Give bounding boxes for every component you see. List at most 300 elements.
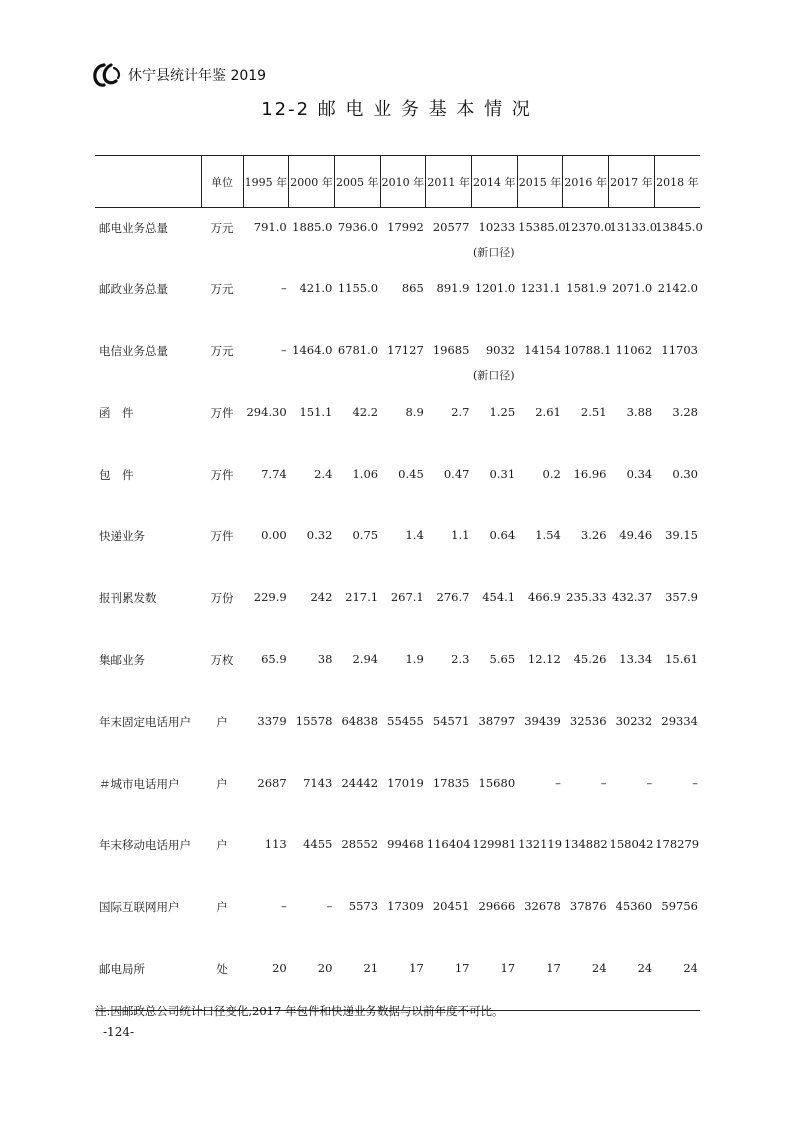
cell-value: 466.9 — [527, 590, 561, 605]
data-cell — [517, 887, 563, 949]
header-cell-year: 2017 年 — [609, 156, 655, 208]
row-label: ＃城市电话用户 — [99, 776, 180, 791]
data-cell — [289, 764, 335, 826]
data-cell — [654, 825, 700, 887]
cell-value: 12370.0 — [563, 220, 612, 234]
cell-value: 2.61 — [535, 404, 561, 419]
data-cell — [654, 331, 700, 393]
cell-value: 16.96 — [573, 466, 607, 481]
cell-value: 17309 — [387, 899, 424, 914]
cell-value: 0.32 — [306, 528, 333, 543]
cell-value: 134882 — [563, 837, 608, 852]
cell-value: 421.0 — [299, 281, 333, 296]
cell-value: 15680 — [478, 775, 516, 790]
cell-value: – — [646, 775, 653, 790]
table-row — [95, 269, 700, 331]
cell-value: 1.06 — [352, 466, 379, 481]
cell-value: 20 — [317, 961, 333, 976]
cell-value: 294.30 — [246, 404, 287, 419]
cell-value: 65.9 — [261, 652, 287, 667]
data-cell — [289, 702, 335, 764]
cell-value: 0.47 — [443, 466, 470, 481]
data-cell — [471, 208, 517, 270]
header-cell-year: 2016 年 — [563, 156, 609, 208]
data-cell — [471, 640, 517, 702]
data-cell — [609, 516, 655, 578]
data-cell — [563, 578, 609, 640]
cell-value: 19685 — [432, 343, 470, 358]
cell-value: 24 — [591, 961, 607, 976]
row-unit: 万元 — [210, 282, 234, 297]
data-cell — [654, 887, 700, 949]
cell-value: 229.9 — [253, 590, 287, 605]
data-cell — [517, 825, 563, 887]
table-row — [95, 455, 700, 517]
data-cell — [334, 702, 380, 764]
cell-value: 21 — [363, 961, 379, 976]
cell-value: 99468 — [387, 837, 424, 852]
cell-value: 178279 — [655, 837, 700, 852]
cell-value: 32678 — [524, 899, 561, 914]
cell-value: 32536 — [569, 713, 607, 728]
cell-value: – — [280, 281, 287, 296]
data-cell — [517, 764, 563, 826]
yearbook-logo-icon — [92, 62, 122, 88]
data-cell — [426, 702, 472, 764]
data-cell — [380, 825, 426, 887]
cell-value: 0.31 — [489, 466, 516, 481]
data-cell — [517, 269, 563, 331]
data-cell — [563, 208, 612, 270]
row-unit: 户 — [216, 714, 228, 729]
cell-value: 8.9 — [405, 404, 424, 419]
data-cell — [609, 578, 655, 640]
cell-value: 2.3 — [451, 652, 470, 667]
cell-value: 24 — [683, 961, 698, 976]
data-cell — [380, 208, 426, 270]
cell-value: 64838 — [341, 713, 379, 728]
header-cell-unit: 单位 — [201, 156, 243, 208]
data-cell — [654, 949, 700, 1011]
postal-telecom-table — [95, 155, 703, 1011]
row-label: 年末移动电话用户 — [99, 838, 191, 853]
data-cell — [380, 702, 426, 764]
cell-value: 20451 — [432, 899, 470, 914]
cell-value: 357.9 — [665, 590, 698, 605]
cell-value: 1.9 — [405, 652, 424, 667]
data-cell — [243, 764, 289, 826]
cell-value: 865 — [401, 281, 424, 296]
cell-value: 5.65 — [489, 652, 516, 667]
data-cell — [243, 208, 289, 270]
row-unit: 万枚 — [210, 653, 234, 668]
row-label: 邮电局所 — [95, 949, 201, 1011]
cell-value: 0.34 — [626, 466, 653, 481]
data-cell — [517, 702, 563, 764]
data-cell — [380, 640, 426, 702]
row-unit: 万件 — [210, 529, 234, 544]
data-cell — [289, 393, 335, 455]
cell-value: 2.7 — [451, 404, 470, 419]
cell-value: 3.88 — [626, 404, 653, 419]
cell-value: 217.1 — [345, 590, 379, 605]
cell-value: 17019 — [387, 775, 424, 790]
row-unit: 万份 — [210, 591, 234, 606]
data-cell — [471, 516, 517, 578]
cell-value: 1155.0 — [337, 281, 379, 296]
row-unit: 万件 — [210, 467, 234, 482]
data-cell — [563, 825, 609, 887]
data-cell — [426, 208, 472, 270]
data-cell — [243, 393, 289, 455]
cell-value: 17 — [454, 961, 470, 976]
data-cell — [609, 455, 655, 517]
row-unit: 户 — [216, 838, 228, 853]
data-cell — [471, 578, 517, 640]
cell-value: 151.1 — [299, 404, 333, 419]
cell-value: 15578 — [295, 713, 333, 728]
data-cell — [517, 208, 566, 270]
data-cell — [654, 702, 700, 764]
data-cell — [243, 269, 289, 331]
data-cell — [654, 269, 700, 331]
data-cell — [426, 949, 472, 1011]
cell-value: 2.51 — [580, 404, 607, 419]
data-cell — [289, 331, 335, 393]
data-cell — [380, 269, 426, 331]
cell-value: – — [280, 899, 287, 914]
row-label: 包 件 — [99, 467, 134, 482]
data-cell — [289, 887, 335, 949]
cell-value: 1.54 — [535, 528, 561, 543]
data-cell — [563, 949, 609, 1011]
data-cell — [380, 455, 426, 517]
page-number: -124- — [103, 1025, 135, 1039]
data-cell — [426, 578, 472, 640]
data-cell — [243, 331, 289, 393]
data-cell — [289, 949, 335, 1011]
cell-value: 7143 — [303, 775, 333, 790]
table-header-row — [95, 156, 700, 208]
cell-value: 2142.0 — [657, 281, 698, 296]
data-cell — [609, 887, 655, 949]
data-cell — [426, 331, 472, 393]
cell-value: 29334 — [661, 713, 698, 728]
header-cell-year: 2015 年 — [517, 156, 563, 208]
data-cell — [654, 208, 703, 270]
data-cell — [517, 455, 563, 517]
cell-value: 5573 — [348, 899, 379, 914]
header-cell-year: 2011 年 — [426, 156, 472, 208]
cell-value: 158042 — [609, 837, 654, 852]
row-unit: 万件 — [210, 405, 234, 420]
cell-value: 10233 — [478, 220, 516, 234]
cell-value: 891.9 — [436, 281, 470, 296]
data-cell — [380, 887, 426, 949]
cell-value: 13.34 — [619, 652, 653, 667]
data-cell — [380, 764, 426, 826]
cell-value: 11062 — [615, 343, 653, 358]
data-cell — [654, 455, 700, 517]
data-cell — [471, 764, 517, 826]
data-cell — [609, 825, 655, 887]
data-cell — [563, 702, 609, 764]
cell-value: – — [555, 775, 561, 790]
cell-value: – — [600, 775, 607, 790]
cell-value: 0.64 — [489, 528, 516, 543]
data-cell — [289, 640, 335, 702]
cell-value: 1231.1 — [520, 281, 561, 296]
data-cell — [471, 393, 517, 455]
data-cell — [334, 516, 380, 578]
data-cell — [334, 331, 380, 393]
data-cell — [243, 640, 289, 702]
data-cell — [563, 516, 609, 578]
cell-value: 6781.0 — [337, 343, 379, 358]
data-cell — [426, 516, 472, 578]
data-cell — [471, 331, 517, 393]
data-cell — [609, 949, 655, 1011]
row-label: 邮政业务总量 — [99, 282, 168, 297]
data-cell — [243, 702, 289, 764]
data-cell — [471, 702, 517, 764]
data-cell — [334, 208, 380, 270]
header-cell-item — [95, 156, 201, 208]
table-row — [95, 331, 700, 393]
cell-value: 7.74 — [261, 466, 287, 481]
cell-value: – — [692, 775, 698, 790]
cell-value: 15385.0 — [518, 220, 566, 234]
data-cell — [471, 887, 517, 949]
data-cell — [654, 764, 700, 826]
cell-value: 0.2 — [542, 466, 561, 481]
new-caliber-note: (新口径) — [473, 246, 515, 259]
data-cell — [609, 208, 658, 270]
cell-value: 15.61 — [665, 652, 698, 667]
data-cell — [334, 764, 380, 826]
data-cell — [654, 516, 700, 578]
row-label: 快递业务 — [99, 529, 145, 544]
cell-value: – — [326, 899, 333, 914]
cell-value: 59756 — [661, 899, 698, 914]
row-unit: 户 — [216, 900, 228, 915]
data-cell — [609, 764, 655, 826]
cell-value: 132119 — [518, 837, 563, 852]
cell-value: 39.15 — [665, 528, 698, 543]
cell-value: 24 — [637, 961, 653, 976]
data-cell — [334, 949, 380, 1011]
cell-value: 24442 — [341, 775, 379, 790]
cell-value: 17835 — [432, 775, 470, 790]
cell-value: 37876 — [569, 899, 607, 914]
cell-value: 13133.0 — [609, 220, 658, 234]
data-cell — [563, 269, 609, 331]
cell-value: 12.12 — [527, 652, 561, 667]
data-cell — [380, 393, 426, 455]
header-cell-year: 2010 年 — [380, 156, 426, 208]
data-cell — [471, 949, 517, 1011]
data-cell — [471, 269, 517, 331]
cell-value: 38 — [317, 652, 333, 667]
cell-value: 38797 — [478, 713, 516, 728]
data-cell — [380, 516, 426, 578]
data-cell — [289, 516, 335, 578]
cell-value: 17 — [409, 961, 424, 976]
cell-value: 0.00 — [261, 528, 287, 543]
cell-value: 276.7 — [436, 590, 470, 605]
header-cell-year: 1995 年 — [243, 156, 289, 208]
cell-value: 17127 — [387, 343, 424, 358]
header-cell-year: 2018 年 — [654, 156, 700, 208]
data-cell — [289, 578, 335, 640]
data-cell — [563, 455, 609, 517]
cell-value: 432.37 — [611, 590, 653, 605]
cell-value: 55455 — [387, 713, 424, 728]
data-cell — [517, 578, 563, 640]
cell-value: 54571 — [432, 713, 470, 728]
data-cell — [380, 331, 426, 393]
cell-value: 2687 — [257, 775, 287, 790]
cell-value: 1201.0 — [474, 281, 516, 296]
cell-value: 0.75 — [352, 528, 379, 543]
cell-value: 235.33 — [566, 590, 607, 605]
cell-value: 14154 — [524, 343, 561, 358]
table-row — [95, 949, 700, 1011]
cell-value: 45360 — [615, 899, 653, 914]
data-cell — [243, 455, 289, 517]
data-cell — [563, 393, 609, 455]
cell-value: 11703 — [661, 343, 698, 358]
row-unit: 万元 — [210, 221, 234, 235]
cell-value: 113 — [264, 837, 287, 852]
cell-value: 20577 — [432, 220, 470, 234]
data-cell — [426, 455, 472, 517]
row-unit: 处 — [201, 949, 243, 1011]
row-unit: 万元 — [210, 344, 234, 359]
cell-value: 116404 — [426, 837, 471, 852]
cell-value: 17 — [546, 961, 561, 976]
cell-value: 4455 — [303, 837, 333, 852]
cell-value: 3379 — [257, 713, 287, 728]
cell-value: 1.25 — [489, 404, 516, 419]
data-cell — [243, 516, 289, 578]
cell-value: 791.0 — [253, 220, 287, 234]
row-label: 国际互联网用户 — [99, 900, 180, 915]
cell-value: 10788.1 — [563, 343, 612, 358]
cell-value: 242 — [310, 590, 333, 605]
new-caliber-note: (新口径) — [473, 369, 515, 383]
cell-value: 129981 — [472, 837, 517, 852]
data-cell — [563, 887, 609, 949]
cell-value: 45.26 — [573, 652, 607, 667]
cell-value: 17 — [500, 961, 516, 976]
data-cell — [289, 208, 335, 270]
page-title: 12-2 邮 电 业 务 基 本 情 况 — [261, 99, 532, 120]
cell-value: 28552 — [341, 837, 379, 852]
data-cell — [517, 331, 563, 393]
table-row — [95, 887, 700, 949]
data-cell — [289, 455, 335, 517]
data-cell — [563, 764, 609, 826]
data-cell — [517, 949, 563, 1011]
cell-value: 2.94 — [352, 652, 379, 667]
data-cell — [380, 578, 426, 640]
data-cell — [517, 640, 563, 702]
data-cell — [609, 393, 655, 455]
cell-value: 2.4 — [314, 466, 333, 481]
data-cell — [654, 640, 700, 702]
data-cell — [654, 393, 700, 455]
data-cell — [426, 269, 472, 331]
row-label: 集邮业务 — [99, 653, 145, 668]
data-cell — [426, 640, 472, 702]
data-cell — [289, 269, 335, 331]
data-cell — [289, 825, 335, 887]
table-row — [95, 208, 700, 270]
cell-value: 1581.9 — [566, 281, 607, 296]
row-label: 电信业务总量 — [99, 344, 168, 359]
cell-value: 1.1 — [451, 528, 470, 543]
data-cell — [609, 702, 655, 764]
cell-value: 30232 — [615, 713, 653, 728]
data-cell — [334, 455, 380, 517]
cell-value: 39439 — [524, 713, 561, 728]
cell-value: 9032 — [485, 343, 516, 358]
data-cell — [609, 331, 655, 393]
table-row — [95, 516, 700, 578]
cell-value: 7936.0 — [337, 220, 379, 234]
table-row — [95, 578, 700, 640]
row-label: 报刊累发数 — [99, 591, 157, 606]
table-row — [95, 393, 700, 455]
data-cell — [426, 393, 472, 455]
data-cell — [243, 887, 289, 949]
cell-value: 0.45 — [398, 466, 424, 481]
data-cell — [426, 764, 472, 826]
book-title: 休宁县统计年鉴 2019 — [128, 68, 267, 84]
cell-value: 29666 — [478, 899, 516, 914]
data-cell — [471, 825, 517, 887]
header-cell-year: 2005 年 — [334, 156, 380, 208]
cell-value: 1885.0 — [292, 220, 333, 234]
data-cell — [243, 825, 289, 887]
data-cell — [334, 393, 380, 455]
cell-value: 1.4 — [405, 528, 424, 543]
cell-value: 3.26 — [580, 528, 607, 543]
cell-value: – — [280, 343, 287, 358]
header-cell-year: 2000 年 — [289, 156, 335, 208]
data-cell — [334, 640, 380, 702]
cell-value: 0.30 — [672, 466, 698, 481]
data-cell — [654, 578, 700, 640]
data-cell — [334, 825, 380, 887]
table-row — [95, 640, 700, 702]
header-cell-year: 2014 年 — [471, 156, 517, 208]
data-cell — [517, 393, 563, 455]
table-row — [95, 702, 700, 764]
row-unit: 户 — [216, 776, 228, 791]
cell-value: 49.46 — [619, 528, 653, 543]
row-label: 函 件 — [99, 405, 134, 420]
data-cell — [517, 516, 563, 578]
cell-value: 267.1 — [390, 590, 424, 605]
data-cell — [563, 331, 612, 393]
table-row — [95, 764, 700, 826]
row-label: 年末固定电话用户 — [99, 714, 191, 729]
footnote: 注:因邮政总公司统计口径变化,2017 年包件和快递业务数据与以前年度不可比。 — [95, 1004, 504, 1018]
data-cell — [380, 949, 426, 1011]
cell-value: 3.28 — [672, 404, 698, 419]
